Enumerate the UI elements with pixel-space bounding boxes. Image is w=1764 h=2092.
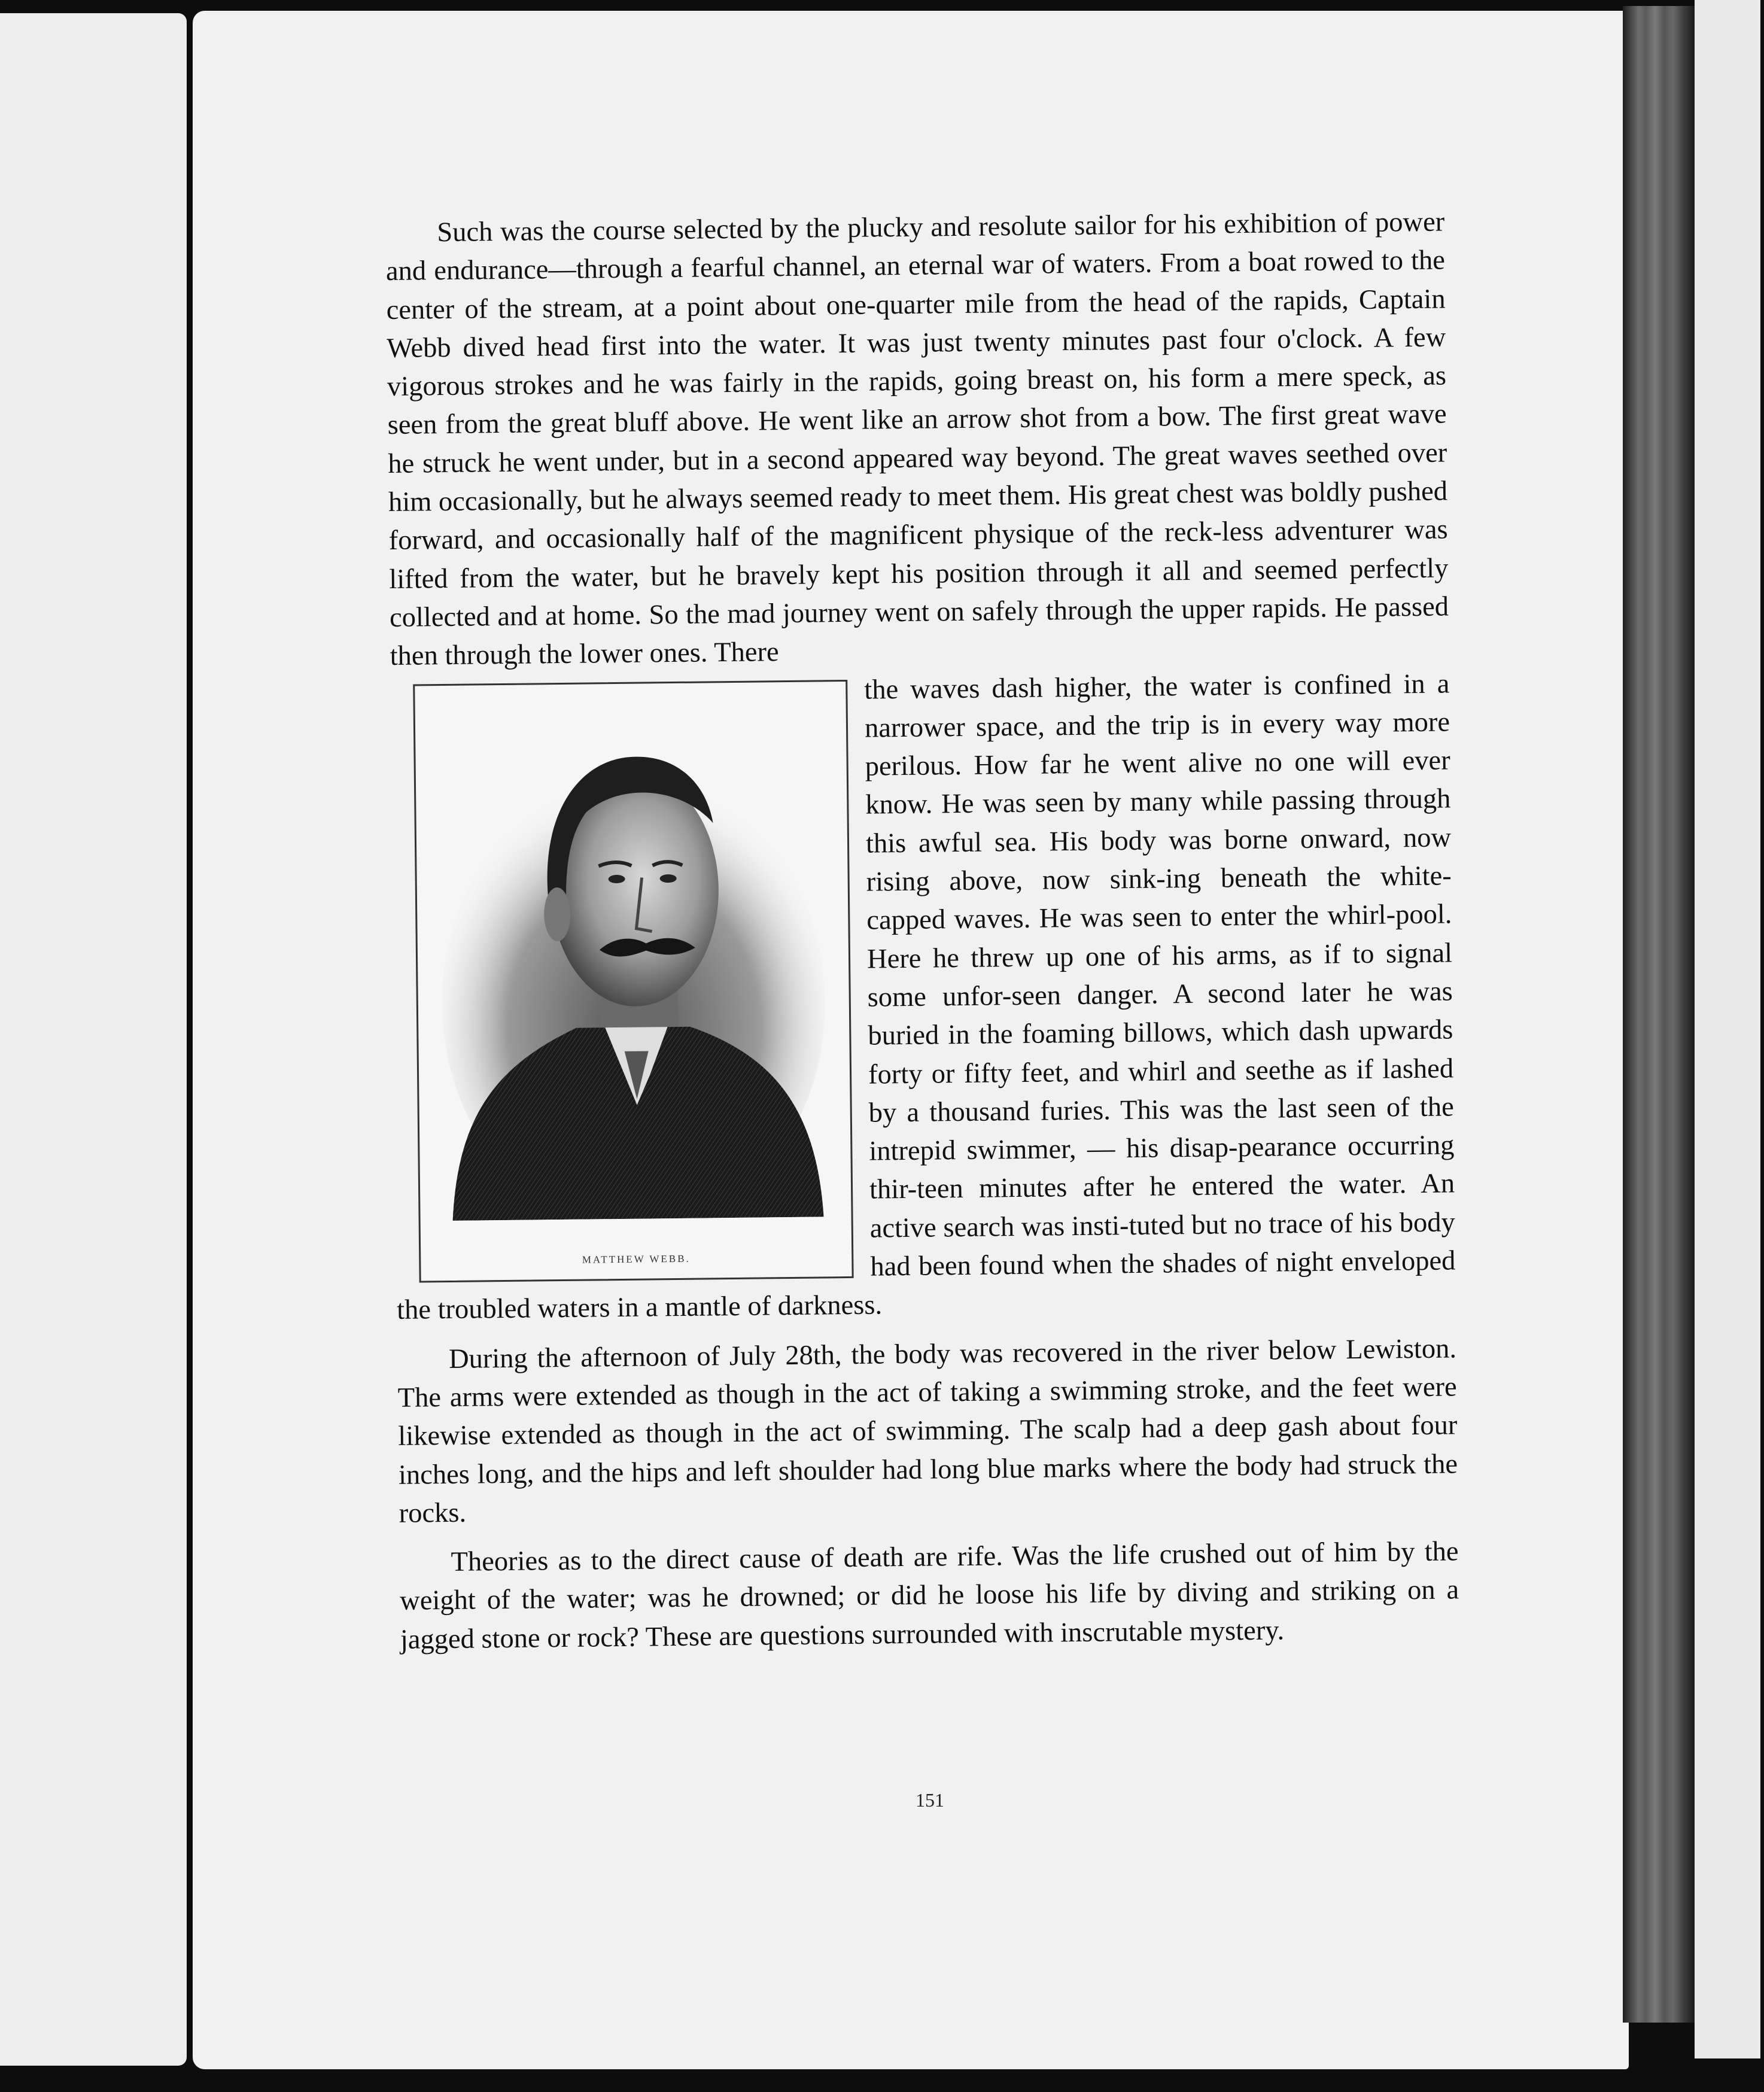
page-number: 151 — [916, 1789, 944, 1811]
paragraph-1b: the waves dash higher, the water is confined in a narrower space, and the trip is in every way more perilous. How far he went alive no one will ever know. He was seen by many while passing through this awful sea. His body was borne onward, now rising above, now sink-ing beneath the white-capped waves. He was seen to enter the whirl-pool. Here he threw up one of his arms, as if to signal some unfor-seen danger. A second later he was buried in the foaming billows, which dash upwards forty or fifty feet, and whirl and seethe as if lashed by a thousand furies. This was the last seen of the intrepid swimmer, — his disap-pearance occurring thir-teen minutes after he entered the water. An active search was insti-tuted but no trace of his body had been found when the shades of night enveloped the troubled waters in a mantle of darkness. — [396, 668, 1456, 1326]
book-fore-edge — [1623, 6, 1695, 2023]
figure-caption: MATTHEW WEBB. — [582, 1252, 691, 1266]
background-strip — [1695, 0, 1760, 2058]
facing-page-edge — [0, 13, 187, 2066]
body-text — [385, 203, 1459, 1659]
paragraph-3: Theories as to the direct cause of death are rife. Was the life crushed out of him by the weight of the water; was he drowned; or did he loose his life by diving and striking on a jagged stone or rock? These are questions surrounded with inscrutable mystery. — [400, 1536, 1459, 1655]
paragraph-1a: Such was the course selected by the plucky and resolute sailor for his exhibition of power and endurance—through a fearful channel, an eternal war of waters. From a boat rowed to the center of the stream, at a point about one-quarter mile from the head of the rapids, Captain Webb dived head first into the water. It was just twenty minutes past four o'clock. A few vigorous strokes and he was fairly in the rapids, going breast on, his form a mere speck, as seen from the great bluff above. He went like an arrow shot from a bow. The first great wave he struck he went under, but in a second appeared way beyond. The great waves seethed over him occasionally, but he always seemed ready to meet them. His great chest was boldly pushed forward, and occasionally half of the magnificent physique of the reck-less adventurer was lifted from the water, but he bravely kept his position through it all and seemed perfectly collected and at home. So the mad journey went on safely through the upper rapids. He passed then through the lower ones. There — [385, 206, 1449, 672]
portrait-engraving — [423, 690, 843, 1221]
portrait-figure — [413, 680, 853, 1283]
paragraph-2: During the afternoon of July 28th, the body was recovered in the river below Lewiston. The arms were extended as though in the act of taking a swimming stroke, and the feet were likewise extended as though in the act of swimming. The scalp had a deep gash about four inches long, and the hips and left shoulder had long blue marks where the body had struck the rocks. — [397, 1333, 1458, 1529]
